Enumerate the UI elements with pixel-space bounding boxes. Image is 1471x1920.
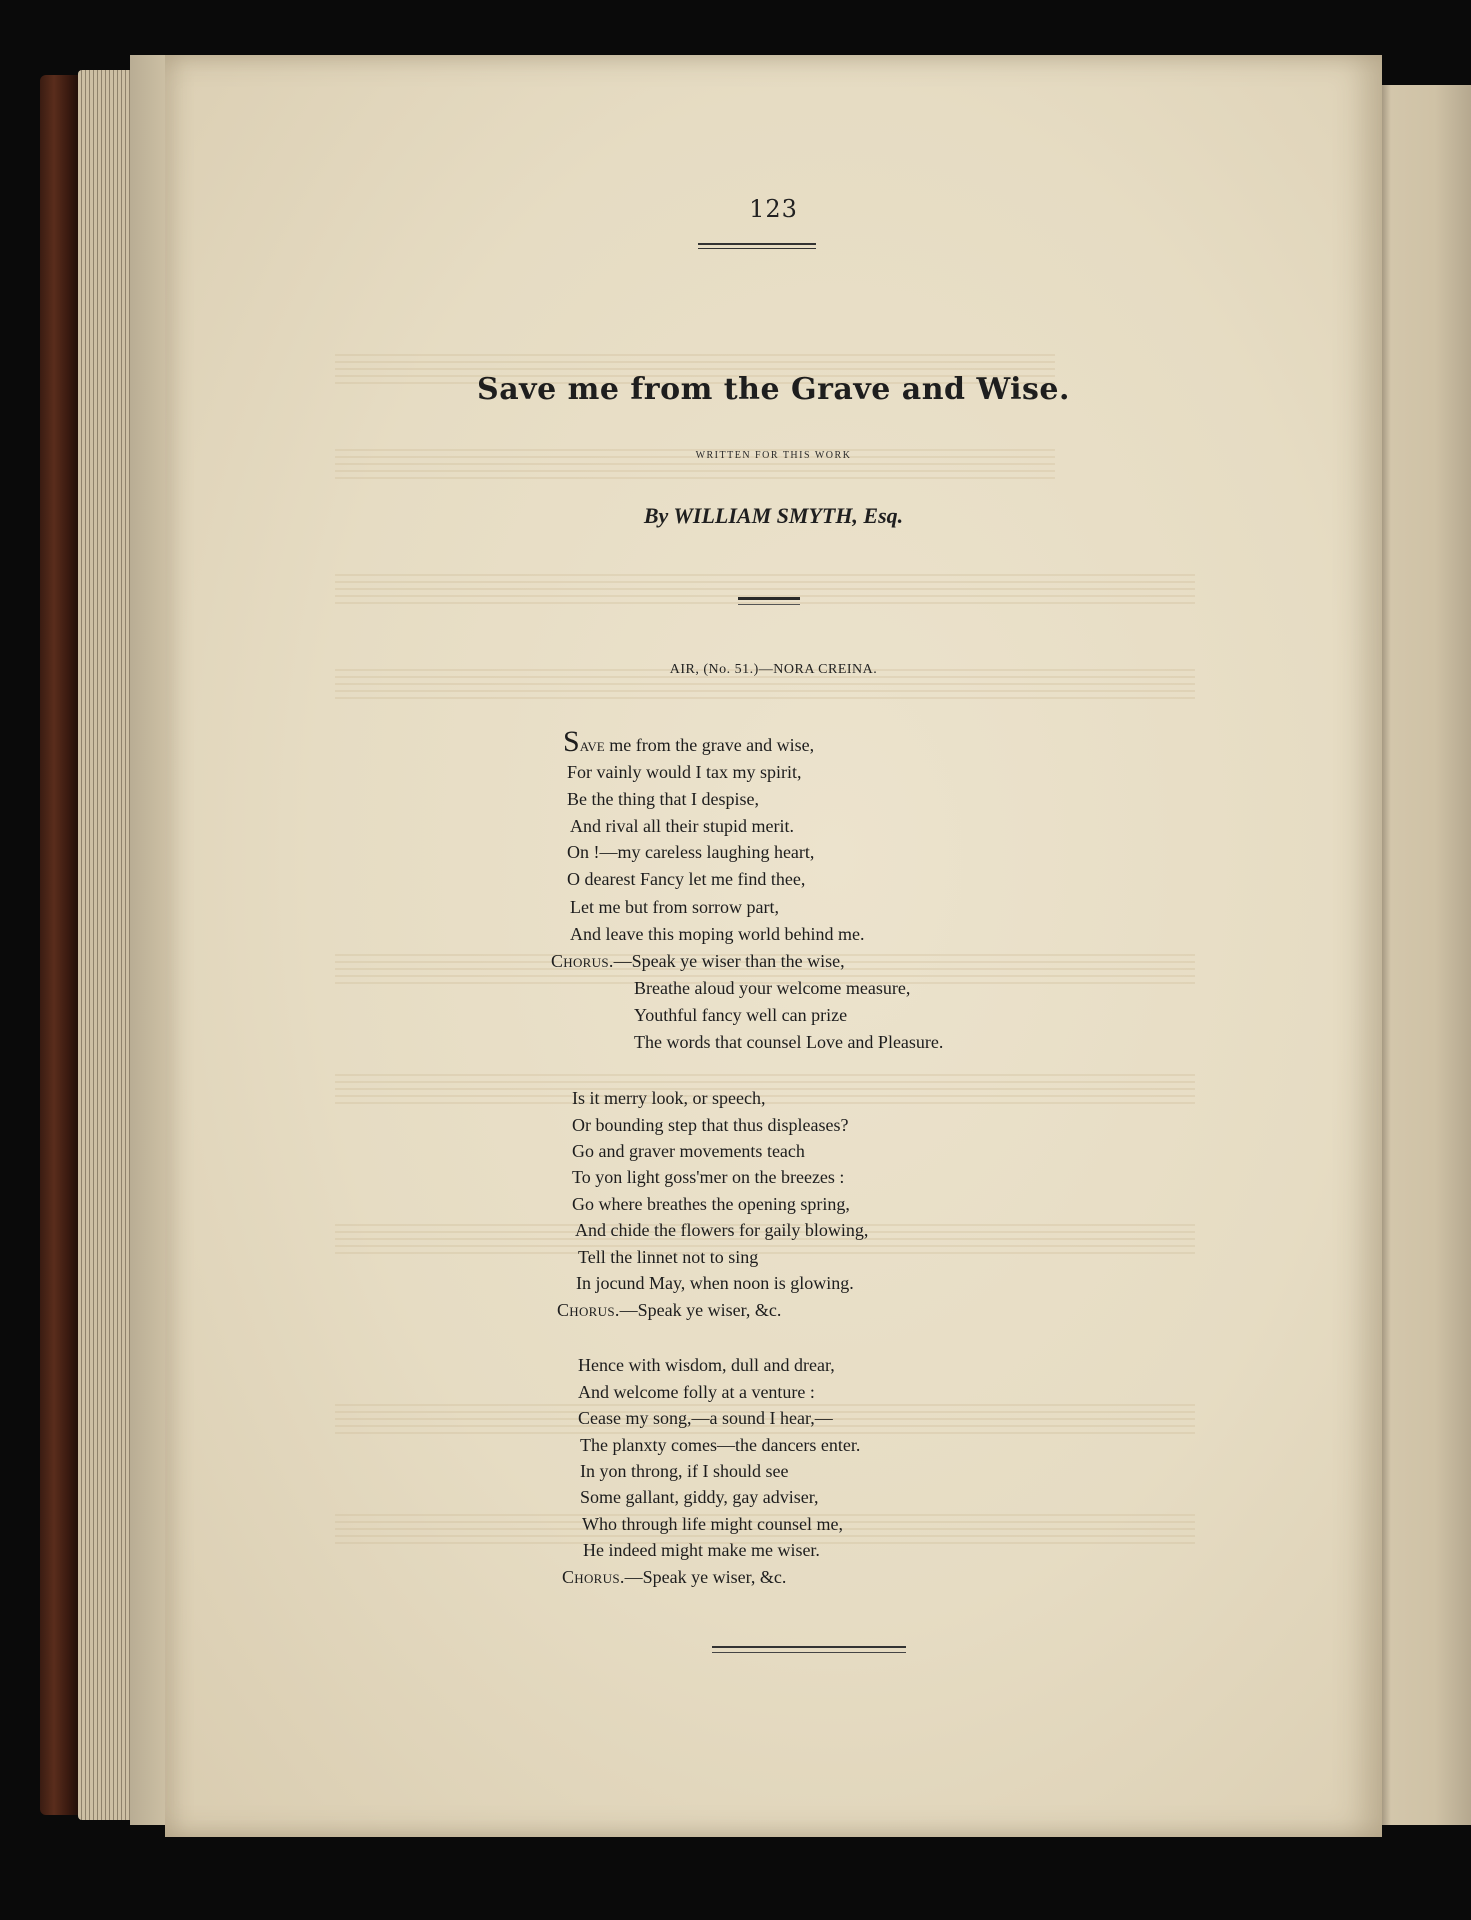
verse-line [563,725,815,758]
subtitle: WRITTEN FOR THIS WORK [695,450,852,461]
verse-line: Let me but from sorrow part, [570,897,779,917]
verse-line: To yon light goss'mer on the breezes : [572,1167,845,1187]
verse-line: O dearest Fancy let me find thee, [567,869,806,889]
drop-cap: S [563,725,580,758]
verse-line: On !—my careless laughing heart, [567,842,815,862]
end-rule [712,1646,906,1653]
verse-line: Go and graver movements teach [572,1141,805,1161]
title-rule [738,597,800,605]
first-word-caps: ave [579,735,605,755]
verse-line: Hence with wisdom, dull and drear, [578,1355,835,1375]
verse-line: The planxty comes—the dancers enter. [580,1435,861,1455]
book-binding [40,75,80,1815]
verse-line: And welcome folly at a venture : [578,1382,815,1402]
verse-line: Is it merry look, or speech, [572,1088,766,1108]
page-number: 123 [749,195,798,223]
header-rule [698,243,816,249]
chorus-text: —Speak ye wiser, &c. [619,1300,782,1320]
verse-line: Be the thing that I despise, [567,789,759,809]
air-heading: AIR, (No. 51.)—NORA CREINA. [669,662,878,677]
chorus-line: Breathe aloud your welcome measure, [634,978,911,998]
verse-line: And leave this moping world behind me. [570,924,865,944]
chorus-text: —Speak ye wiser, &c. [624,1567,787,1587]
page-title: Save me from the Grave and Wise. [477,372,1070,407]
verse-line: Who through life might counsel me, [582,1514,843,1534]
verse-line: He indeed might make me wiser. [583,1540,820,1560]
verse-line: For vainly would I tax my spirit, [567,762,802,782]
author-line: By WILLIAM SMYTH, Esq. [643,503,904,528]
verse-line: And chide the flowers for gaily blowing, [575,1220,869,1240]
chorus-label: Chorus. [557,1300,620,1320]
first-line-rest: me from the grave and wise, [604,735,815,755]
chorus-line: The words that counsel Love and Pleasure. [634,1032,944,1052]
verse-line: Tell the linnet not to sing [578,1247,759,1267]
verse-line: In yon throng, if I should see [580,1461,789,1481]
chorus-label: Chorus. [551,951,614,971]
adjacent-page-edge [1380,85,1471,1825]
verse-line: In jocund May, when noon is glowing. [576,1273,854,1293]
chorus-line [562,1567,786,1588]
chorus-text: —Speak ye wiser than the wise, [613,951,845,971]
verse-line: Some gallant, giddy, gay adviser, [580,1487,819,1507]
verse-line: Or bounding step that thus displeases? [572,1115,849,1135]
verse-line: Cease my song,—a sound I hear,— [578,1408,833,1428]
chorus-line [557,1300,781,1321]
verse-line: Go where breathes the opening spring, [572,1194,850,1214]
chorus-label: Chorus. [562,1567,625,1587]
chorus-line: Youthful fancy well can prize [634,1005,848,1025]
chorus-line [551,951,845,972]
verse-line: And rival all their stupid merit. [570,816,794,836]
